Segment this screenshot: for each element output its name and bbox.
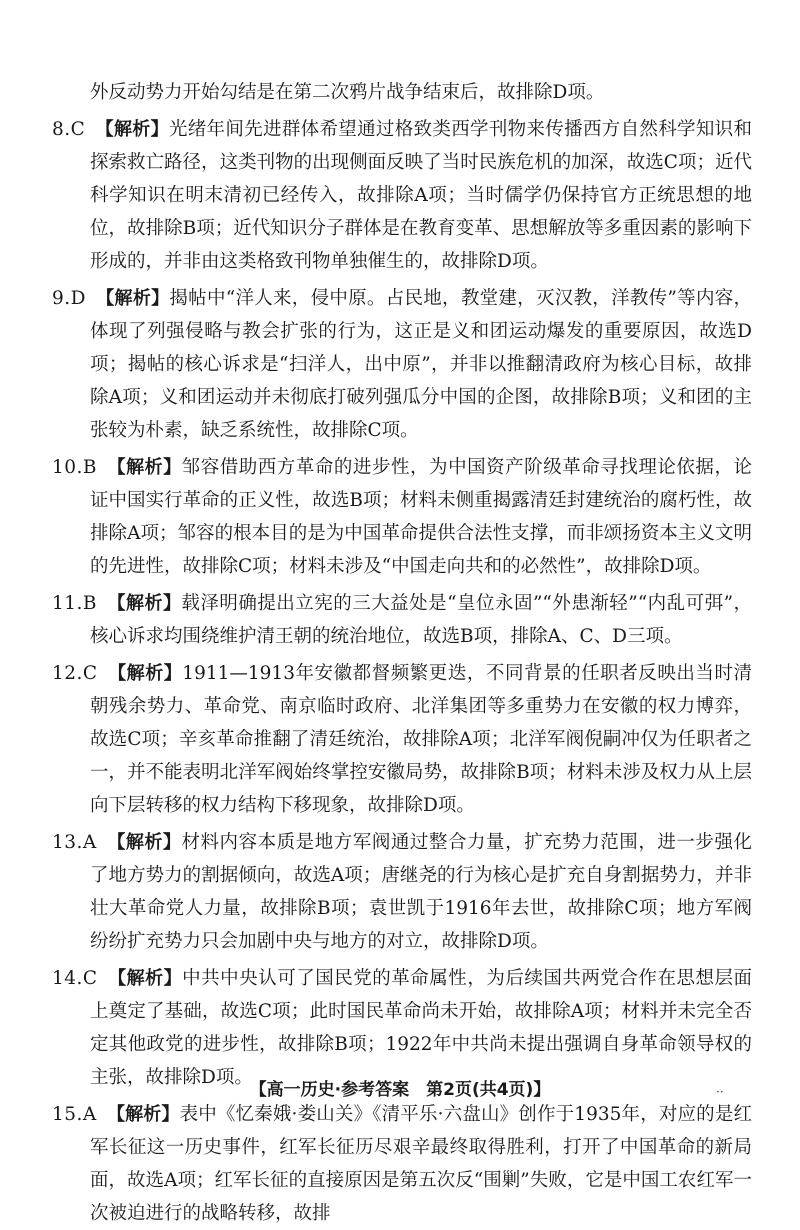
analysis-label: 【解析】 <box>95 288 170 309</box>
answer-text: 材料内容本质是地方军阀通过整合力量，扩充势力范围，进一步强化了地方势力的割据倾向，故选A项；唐继尧的行为核心是扩充自身割据势力，并非壮大革命党人力量，故排除B项；袁世凯于1916年去世，故排除C项；地方军阀纷纷扩充势力只会加剧中央与地方的对立，故排除D项。 <box>90 832 752 952</box>
question-number: 14.C <box>52 968 98 989</box>
question-number: 15.A <box>52 1104 97 1125</box>
answer-item <box>52 826 752 958</box>
answer-paragraph <box>52 587 752 653</box>
answer-content <box>52 76 752 1230</box>
answer-text: 邹容借助西方革命的进步性，为中国资产阶级革命寻找理论依据，论证中国实行革命的正义性，故选B项；材料未侧重揭露清廷封建统治的腐朽性，故排除A项；邹容的根本目的是为中国革命提供合法性支撑，而非颂扬资本主义文明的先进性，故排除C项；材料未涉及“中国走向共和的必然性”，故排除D项。 <box>90 457 752 577</box>
analysis-label: 【解析】 <box>107 593 182 614</box>
answer-list <box>52 113 752 1230</box>
analysis-label: 【解析】 <box>95 119 169 140</box>
continued-paragraph: 外反动势力开始勾结是在第二次鸦片战争结束后，故排除D项。 <box>90 82 605 103</box>
question-number: 13.A <box>52 832 97 853</box>
corner-mark: ·· <box>716 1085 724 1099</box>
answer-text: 中共中央认可了国民党的革命属性，为后续国共两党合作在思想层面上奠定了基础，故选C项；此时国民革命尚未开始，故排除A项；材料并未完全否定其他政党的进步性，故排除B项；1922年中共尚未提出强调自身革命领导权的主张，故排除D项。 <box>90 968 752 1088</box>
question-number: 10.B <box>52 457 98 478</box>
answer-paragraph <box>52 826 752 958</box>
answer-paragraph <box>52 451 752 583</box>
answer-text: 揭帖中“洋人来，侵中原。占民地，教堂建，灭汉教，洋教传”等内容，体现了列强侵略与教会扩张的行为，这正是义和团运动爆发的重要原因，故选D项；揭帖的核心诉求是“扫洋人，出中原”，并非以推翻清政府为核心目标，故排除A项；义和团运动并未彻底打破列强瓜分中国的企图，故排除B项；义和团的主张较为朴素，缺乏系统性，故排除C项。 <box>90 288 753 441</box>
answer-paragraph <box>52 657 752 822</box>
answer-paragraph <box>52 282 752 447</box>
answer-paragraph <box>52 113 752 278</box>
analysis-label: 【解析】 <box>106 832 182 853</box>
answer-item <box>52 1098 752 1230</box>
question-number: 11.B <box>52 593 98 614</box>
question-number: 12.C <box>52 663 98 684</box>
page-footer: 【高一历史·参考答案 第2页(共4页)】 <box>249 1080 551 1100</box>
analysis-label: 【解析】 <box>106 1104 180 1125</box>
answer-item <box>52 282 752 447</box>
question-number: 9.D <box>52 288 86 309</box>
answer-paragraph <box>52 1098 752 1230</box>
analysis-label: 【解析】 <box>107 663 183 684</box>
answer-text: 1911—1913年安徽都督频繁更迭，不同背景的任职者反映出当时清朝残余势力、革命党、南京临时政府、北洋集团等多重势力在安徽的权力博弈，故选C项；辛亥革命推翻了清廷统治，故排除A项；北洋军阀倪嗣冲仅为任职者之一，并不能表明北洋军阀始终掌控安徽局势，故排除B项；材料未涉及权力从上层向下层转移的权力结构下移现象，故排除D项。 <box>90 663 752 816</box>
analysis-label: 【解析】 <box>107 457 182 478</box>
answer-item <box>52 451 752 583</box>
answer-text: 表中《忆秦娥·娄山关》《清平乐·六盘山》创作于1935年，对应的是红军长征这一历史事件，红军长征历尽艰辛最终取得胜利，打开了中国革命的新局面，故选A项；红军长征的直接原因是第五次反“围剿”失败，它是中国工农红军一次被迫进行的战略转移，故排 <box>90 1104 752 1224</box>
analysis-label: 【解析】 <box>107 968 183 989</box>
answer-item <box>52 587 752 653</box>
answer-text: 载泽明确提出立宪的三大益处是“皇位永固”“外患渐轻”“内乱可弭”，核心诉求均围绕维护清王朝的统治地位，故选B项，排除A、C、D三项。 <box>90 593 753 647</box>
answer-item <box>52 657 752 822</box>
answer-text: 光绪年间先进群体希望通过格致类西学刊物来传播西方自然科学知识和探索救亡路径，这类刊物的出现侧面反映了当时民族危机的加深，故选C项；近代科学知识在明末清初已经传入，故排除A项；当时儒学仍保持官方正统思想的地位，故排除B项；近代知识分子群体是在教育变革、思想解放等多重因素的影响下形成的，并非由这类格致刊物单独催生的，故排除D项。 <box>90 119 753 272</box>
answer-item <box>52 113 752 278</box>
question-number: 8.C <box>52 119 86 140</box>
